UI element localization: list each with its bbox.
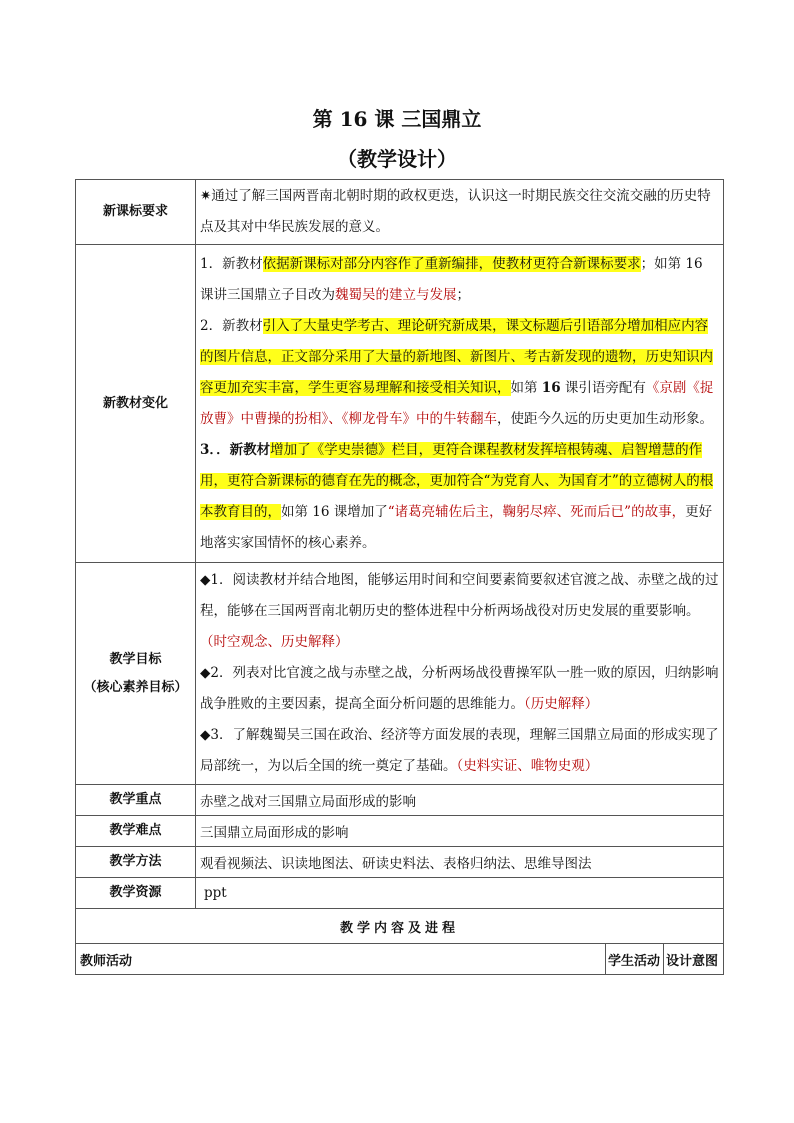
teacher-activity-header: 教师活动 <box>76 944 606 975</box>
method-label: 教学方法 <box>76 847 196 878</box>
change-item-3: 3．．新教材增加了《学史崇德》栏目，更符合课程教材发挥培根铸魂、启智增慧的作用，更符合新课标的德育在先的概念，更加符合“为党育人、为国育才”的立德树人的根本教育目的，如第 16 课增加了“诸葛亮辅佐后主，鞠躬尽瘁、死而后已”的故事，更好地落实家国情怀的核心素养。 <box>200 441 714 551</box>
design-intent-header: 设计意图 <box>664 944 724 975</box>
row-difficulty <box>76 816 724 847</box>
resource-label: 教学资源 <box>76 878 196 909</box>
goal-item-2: ◆2．列表对比官渡之战与赤壁之战，分析两场战役曹操军队一胜一败的原因，归纳影响战争胜败的主要因素，提高全面分析问题的思维能力。（历史解释） <box>200 665 719 712</box>
difficulty-text: 三国鼎立局面形成的影响 <box>196 816 724 847</box>
row-goals <box>76 563 724 785</box>
change-item-2: 2．新教材引入了大量史学考古、理论研究新成果，课文标题后引语部分增加相应内容的图片信息，正文部分采用了大量的新地图、新图片、考古新发现的遗物，历史知识内容更加充实丰富，学生更容易理解和接受相关知识，如第 16 课引语旁配有《京剧《捉放曹》中曹操的扮相》、《柳龙骨车》中的牛转翻车，使距今久远的历史更加生动形象。 <box>200 317 714 427</box>
difficulty-label: 教学难点 <box>76 816 196 847</box>
changes-label: 新教材变化 <box>76 245 196 563</box>
page-subtitle: （教学设计） <box>337 147 457 171</box>
goal-item-3: ◆3．了解魏蜀吴三国在政治、经济等方面发展的表现，理解三国鼎立局面的形成实现了局部统一，为以后全国的统一奠定了基础。（史料实证、唯物史观） <box>200 727 719 774</box>
focus-label: 教学重点 <box>76 785 196 816</box>
row-focus <box>76 785 724 816</box>
row-process-heading <box>76 909 724 944</box>
resource-text: ppt <box>196 878 724 909</box>
row-resource <box>76 878 724 909</box>
standard-label: 新课标要求 <box>76 180 196 245</box>
lesson-plan-table <box>75 179 724 975</box>
standard-text: ✷通过了解三国两晋南北朝时期的政权更迭，认识这一时期民族交往交流交融的历史特点及其对中华民族发展的意义。 <box>196 180 724 245</box>
focus-text: 赤壁之战对三国鼎立局面形成的影响 <box>196 785 724 816</box>
row-standard <box>76 180 724 245</box>
changes-body <box>196 245 724 563</box>
page-title: 第 16 课 三国鼎立 <box>312 107 482 131</box>
student-activity-header: 学生活动 <box>606 944 664 975</box>
goal-item-1: ◆1．阅读教材并结合地图，能够运用时间和空间要素简要叙述官渡之战、赤壁之战的过程，能够在三国两晋南北朝历史的整体进程中分析两场战役对历史发展的重要影响。（时空观念、历史解释） <box>200 572 719 650</box>
change-item-1: 1．新教材依据新课标对部分内容作了重新编排，使教材更符合新课标要求；如第 16 课讲三国鼎立子目改为魏蜀吴的建立与发展； <box>200 255 703 303</box>
goals-body <box>196 563 724 785</box>
process-heading: 教学内容及进程 <box>76 909 724 944</box>
row-process-columns <box>76 944 724 975</box>
row-method <box>76 847 724 878</box>
goals-label: 教学目标 （核心素养目标） <box>76 563 196 785</box>
row-changes <box>76 245 724 563</box>
method-text: 观看视频法、识读地图法、研读史料法、表格归纳法、思维导图法 <box>196 847 724 878</box>
